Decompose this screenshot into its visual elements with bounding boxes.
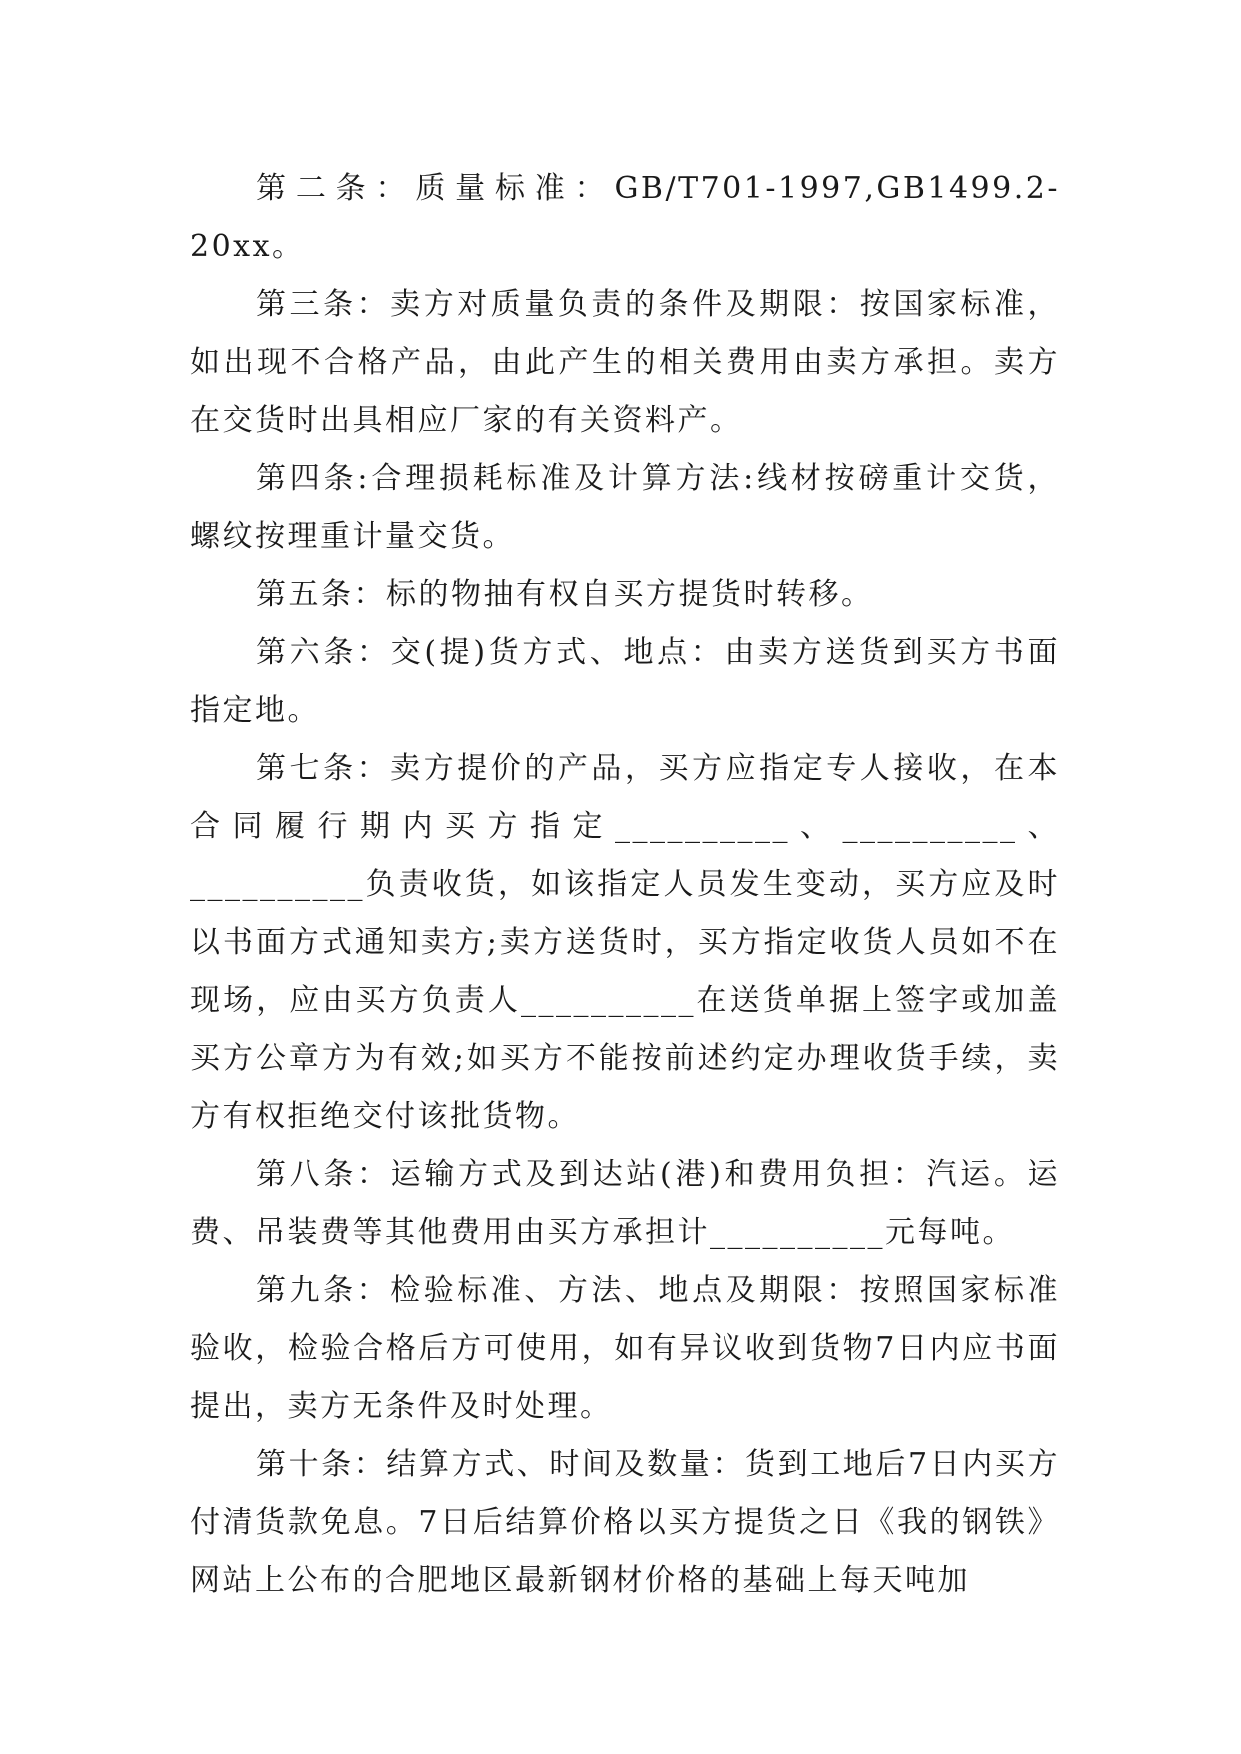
clause-2-quality-standard: 第二条：质量标准：GB/T701-1997,GB1499.2-20xx。	[190, 171, 1060, 264]
clause-3-quality-responsibility: 第三条：卖方对质量负责的条件及期限：按国家标准，如出现不合格产品，由此产生的相关费用由卖方承担。卖方在交货时出具相应厂家的有关资料产。	[190, 287, 1060, 438]
clause-5-ownership-transfer: 第五条：标的物抽有权自买方提货时转移。	[256, 577, 874, 612]
clause-9-inspection: 第九条：检验标准、方法、地点及期限：按照国家标准验收，检验合格后方可使用，如有异议收到货物7日内应书面提出，卖方无条件及时处理。	[190, 1273, 1060, 1424]
clause-7-receiving-personnel: 第七条：卖方提价的产品，买方应指定专人接收，在本合同履行期内买方指定__________、__________、__________负责收货，如该指定人员发生变动，买方应及时以书面方式通知卖方;卖方送货时，买方指定收货人员如不在现场，应由买方负责人__________在送货单据上签字或加盖买方公章方为有效;如买方不能按前述约定办理收货手续，卖方有权拒绝交付该批货物。	[190, 751, 1060, 1134]
clause-4-loss-standard: 第四条:合理损耗标准及计算方法:线材按磅重计交货，螺纹按理重计量交货。	[190, 461, 1060, 554]
clause-8-transport-cost: 第八条：运输方式及到达站(港)和费用负担：汽运。运费、吊装费等其他费用由买方承担计__________元每吨。	[190, 1157, 1060, 1250]
contract-body	[190, 160, 1060, 1610]
clause-10-settlement: 第十条：结算方式、时间及数量：货到工地后7日内买方付清货款免息。7日后结算价格以买方提货之日《我的钢铁》网站上公布的合肥地区最新钢材价格的基础上每天吨加	[190, 1447, 1060, 1598]
clause-6-delivery-method: 第六条：交(提)货方式、地点：由卖方送货到买方书面指定地。	[190, 635, 1060, 728]
